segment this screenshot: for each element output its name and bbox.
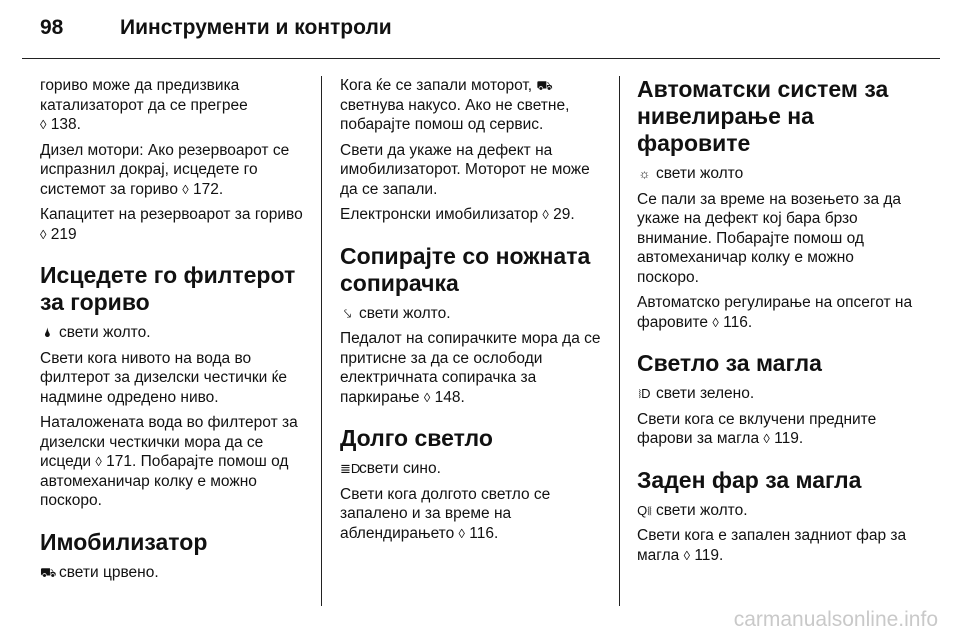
column-divider <box>619 76 620 606</box>
reference-arrow-icon: ◊ <box>40 117 47 132</box>
section-heading: Заден фар за магла <box>637 466 862 493</box>
reference-arrow-icon: ◊ <box>763 431 770 446</box>
page-reference: 148. <box>434 388 465 406</box>
reference-arrow-icon: ◊ <box>683 547 691 563</box>
watermark: carmanualsonline.info <box>733 608 938 631</box>
page-reference: 119. <box>694 546 724 564</box>
page-reference: 138. <box>50 116 81 133</box>
section-heading: Автоматски систем за нивелирање на фаровите <box>637 76 889 156</box>
reference-arrow-icon: ◊ <box>182 181 189 197</box>
reference-arrow-icon: ◊ <box>95 454 102 469</box>
status-line: 🌢 свети жолто. <box>40 323 310 343</box>
status-line: ☼ свети жолто <box>638 165 744 182</box>
section-heading: Долго светло <box>340 425 493 451</box>
status-line: ⛟ свети црвено. <box>40 563 159 581</box>
page-reference: 172. <box>193 180 224 198</box>
paragraph: Свети да укаже на дефект на имобилизаторот. Моторот не може да се запали. <box>340 141 590 198</box>
column-2 <box>340 76 608 549</box>
paragraph: Свети кога долгото светло се запалено и за време на аблендирањето ◊ 116. <box>340 485 551 542</box>
page-reference: 119. <box>774 430 804 447</box>
immobilizer-icon: ⛟ <box>536 78 553 93</box>
reference-arrow-icon: ◊ <box>40 226 47 242</box>
reference-arrow-icon: ◊ <box>423 389 431 405</box>
status-line: ⤥ свети жолто. <box>340 304 608 324</box>
paragraph: Дизел мотори: Ако резервоарот се испразнил докрај, исцедете го системот за гориво ◊ 172. <box>40 141 290 198</box>
paragraph: Наталожената вода во филтерот за дизелски честкички мора да се исцеди ◊ 171. Побарајте помош од автомеханичар колку е можно поскоро. <box>40 414 298 509</box>
reference-arrow-icon: ◊ <box>542 207 549 222</box>
fog-light-icon: ⧘D <box>638 386 651 401</box>
headlight-leveling-icon: ☼ <box>638 166 651 181</box>
paragraph: Свети кога е запален задниот фар за магла ◊ 119. <box>637 527 907 564</box>
section-heading: Сопирајте со ножната сопирачка <box>340 242 591 296</box>
reference-arrow-icon: ◊ <box>458 525 465 541</box>
rear-fog-light-icon: Q⧛ <box>637 502 652 518</box>
paragraph: Свети кога нивото на вода во филтерот за дизелски честички ќе надмине одредено ниво. <box>40 349 288 406</box>
paragraph: Капацитет на резервоарот за гориво ◊ 219 <box>40 206 303 243</box>
paragraph: Автоматско регулирање на опсегот на фаровите ◊ 116. <box>637 294 913 331</box>
chapter-title: Иинструменти и контроли <box>120 16 392 39</box>
status-line: ⧘D свети зелено. <box>638 385 755 402</box>
section-heading: Имобилизатор <box>40 528 208 555</box>
paragraph: Електронски имобилизатор ◊ 29. <box>340 206 575 223</box>
header-divider <box>22 58 940 59</box>
status-line: ≣Dсвети сино. <box>340 460 441 477</box>
section-heading: Исцедете го филтерот за гориво <box>40 262 296 315</box>
page-reference: 116. <box>469 524 499 542</box>
paragraph: гориво може да предизвика катализаторот да се прегрее ◊ 138. <box>40 77 248 133</box>
paragraph: Педалот на сопирачките мора да се притисне за да се ослободи електричната сопирачка за паркирање ◊ 148. <box>340 330 601 406</box>
section-heading: Светло за магла <box>637 350 822 376</box>
fuel-filter-icon: 🌢 <box>43 325 52 340</box>
page-number: 98 <box>40 16 64 39</box>
immobilizer-icon: ⛟ <box>40 564 57 580</box>
brake-pedal-icon: ⤥ <box>343 305 352 321</box>
page-reference: 171. <box>106 453 137 470</box>
high-beam-icon: ≣D <box>340 461 361 476</box>
status-line: Q⧛ свети жолто. <box>637 501 748 519</box>
page-header <box>40 16 392 46</box>
page-reference: 116. <box>723 313 753 331</box>
paragraph: Свети кога се вклучени предните фарови за магла ◊ 119. <box>637 410 877 447</box>
reference-arrow-icon: ◊ <box>712 314 719 330</box>
column-1 <box>40 76 310 588</box>
column-3 <box>637 76 913 571</box>
column-divider <box>321 76 322 606</box>
page-reference: 219 <box>50 225 77 243</box>
paragraph: Кога ќе се запали моторот, ⛟светнува накусо. Ако не светне, побарајте помош од сервис. <box>340 77 570 133</box>
paragraph: Се пали за време на возењето за да укаже на дефект кој бара брзо внимание. Побарајте помош од автомеханичар колку е можно поскоро. <box>637 190 902 286</box>
page-reference: 29. <box>553 206 575 223</box>
